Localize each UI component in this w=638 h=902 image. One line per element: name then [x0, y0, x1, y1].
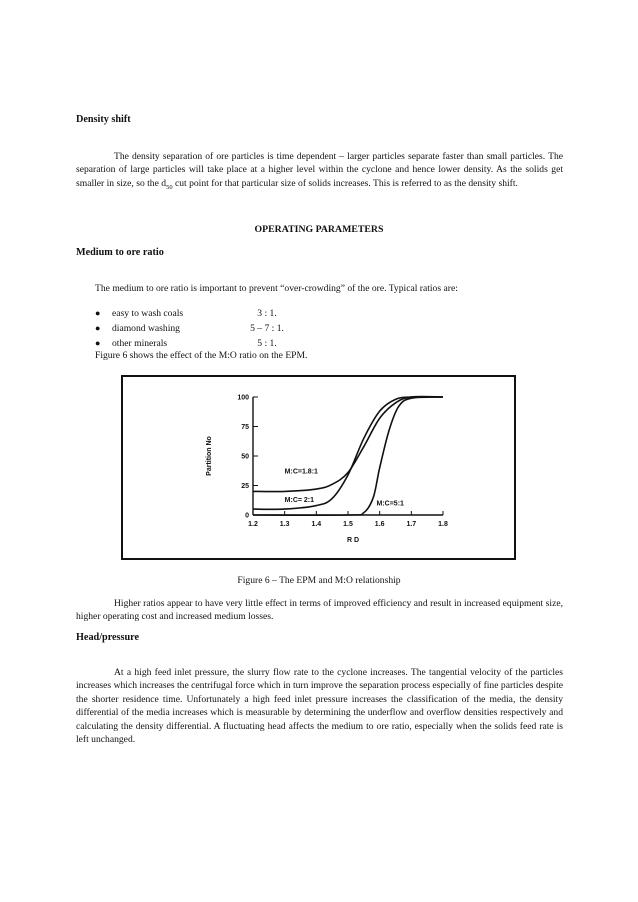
list-item — [95, 321, 395, 336]
series-label: M:C=1.8:1 — [284, 468, 318, 476]
ratio-label: easy to wash coals — [112, 308, 184, 319]
d50-subscript: 50 — [166, 183, 173, 191]
ratio-label: other minerals — [112, 338, 168, 349]
ratio-value: 3 : 1. — [257, 308, 277, 319]
discussion-paragraph: Higher ratios appear to have very little effect in terms of improved efficiency and result in increased equipment size, higher operating cost and increased medium losses. — [76, 598, 563, 623]
figure-caption: Figure 6 – The EPM and M:O relationship — [237, 575, 401, 586]
x-tick-label: 1.5 — [343, 521, 353, 528]
epm-chart — [123, 377, 514, 558]
density-shift-heading: Density shift — [76, 114, 131, 125]
x-tick-label: 1.6 — [374, 521, 385, 528]
series-line-3 — [253, 397, 443, 515]
ratio-value: 5 – 7 : 1. — [250, 323, 284, 334]
x-tick-label: 1.2 — [248, 521, 258, 528]
series-label: M:C= 2:1 — [284, 497, 315, 505]
bullet-icon: ● — [95, 338, 101, 348]
y-tick-label: 100 — [237, 394, 249, 402]
operating-parameters-title: OPERATING PARAMETERS — [254, 224, 384, 235]
bullet-icon: ● — [95, 308, 101, 318]
list-item — [95, 336, 395, 351]
medium-ratio-heading: Medium to ore ratio — [76, 247, 164, 258]
density-shift-text-a: The density separation of ore particles is time dependent – larger particles separate faster than small particles. The separation of large particles will take place at a higher level within the cyclone and hence lower density. As the solids get smaller in size, so the d — [76, 151, 563, 189]
ratio-list — [95, 306, 395, 351]
figure-reference: Figure 6 shows the effect of the M:O ratio on the EPM. — [95, 350, 308, 361]
y-axis-label: Partition No — [206, 436, 213, 476]
density-shift-paragraph — [76, 150, 563, 190]
x-tick-label: 1.3 — [279, 521, 290, 528]
y-tick-label: 75 — [241, 424, 249, 431]
figure-6 — [121, 375, 516, 560]
series-line-1 — [253, 397, 443, 492]
y-tick-label: 0 — [245, 512, 249, 520]
ratio-value: 5 : 1. — [257, 338, 277, 349]
x-tick-label: 1.7 — [406, 521, 417, 528]
series-label: M:C=5:1 — [376, 500, 404, 508]
x-tick-label: 1.4 — [311, 521, 322, 528]
head-pressure-heading: Head/pressure — [76, 632, 140, 643]
head-pressure-paragraph: At a high feed inlet pressure, the slurry flow rate to the cyclone increases. The tangential velocity of the particles increases which increases the centrifugal force which in turn improve the separation process especially of fine particles despite the shorter residence time. Unfortunately a high feed inlet pressure increases the classification of the media, the density differential of the media increases which is measurable by determining the underflow and overflow densities respectively and calculating the density differential. A fluctuating head affects the medium to ore ratio, especially when the solids feed rate is left unchanged. — [76, 667, 563, 746]
y-tick-label: 25 — [241, 483, 249, 490]
ratio-label: diamond washing — [112, 323, 180, 334]
medium-ratio-intro: The medium to ore ratio is important to prevent “over-crowding” of the ore. Typical ratios are: — [95, 283, 458, 294]
density-shift-text-b: cut point for that particular size of solids increases. This is referred to as the density shift. — [172, 177, 518, 189]
x-tick-label: 1.8 — [438, 521, 448, 528]
list-item — [95, 306, 395, 321]
series-line-2 — [253, 397, 443, 510]
y-tick-label: 50 — [241, 453, 249, 461]
bullet-icon: ● — [95, 323, 101, 333]
x-axis-label: R D — [346, 537, 360, 544]
